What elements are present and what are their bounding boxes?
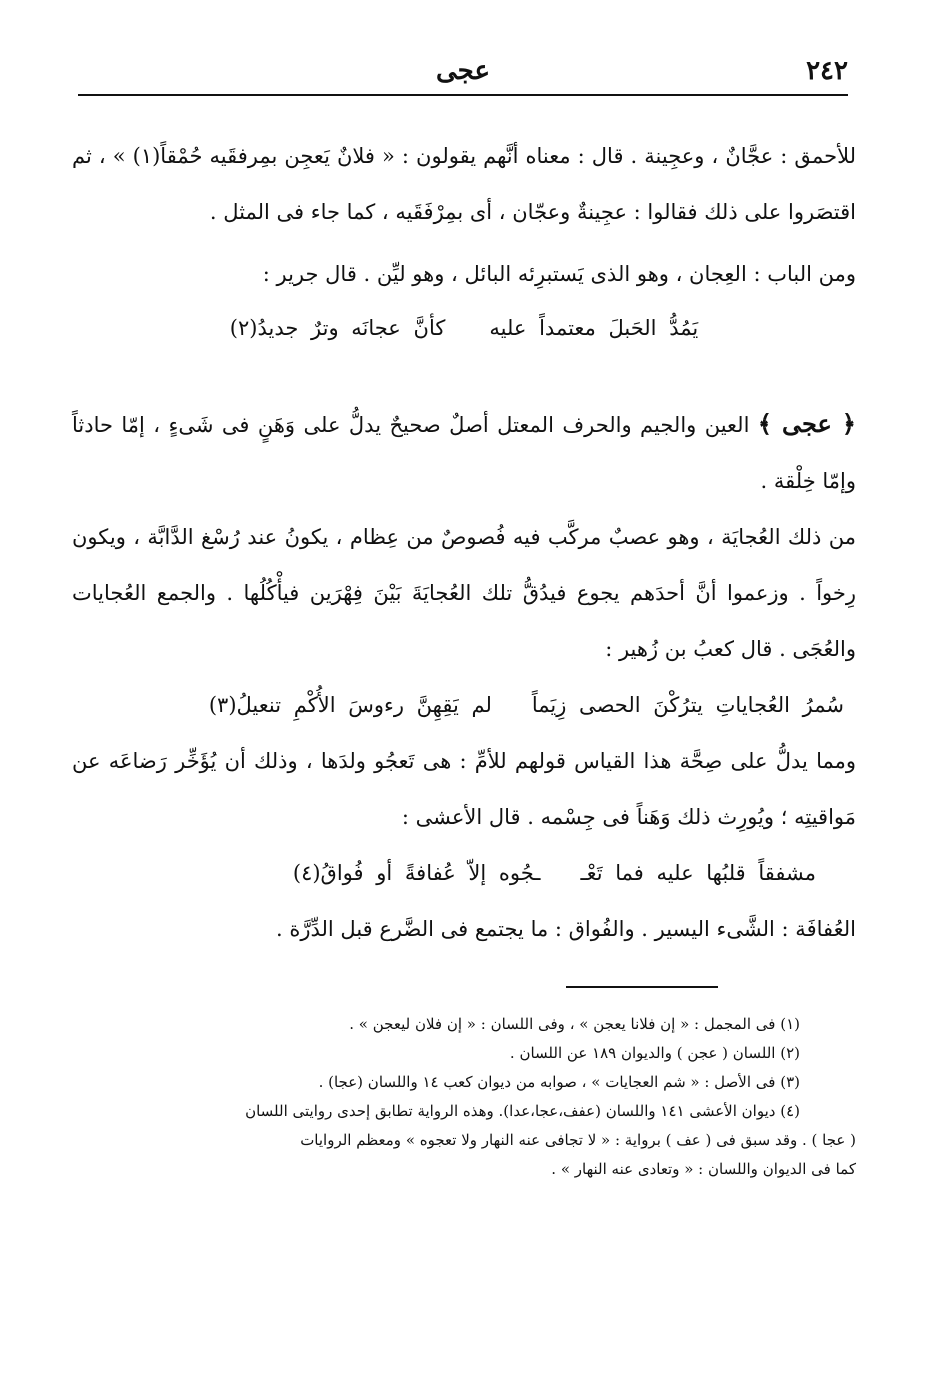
entry-heading: ﴿ عجى ﴾ [757,409,856,438]
footnote-rule [566,986,718,988]
page-header [78,52,848,92]
verse-kaab [72,677,856,733]
paragraph-6: العُفافَة : الشَّىء اليسير . والفُواق : ما يجتمع فى الضَّرع قبل الدِّرَّة . [276,917,856,941]
verse-jarir [72,302,856,354]
paragraph-5: ومما يدلُّ على صِحَّة هذا القياس قولهم للأمِّ : هى تَعجُو ولدَها ، وذلك أن يُؤَخِّر رَضاعَه عن مَواقيتِه ؛ ويُورِث ذلك وَهَناً فى جِسْمه . قال الأعشى : [72,749,856,829]
entry-ajā [72,396,856,957]
footnotes [72,1010,856,1184]
footnote-3: (٣) فى الأصل : « شم العجايات » ، صوابه من ديوان كعب ١٤ واللسان (عجا) . [318,1073,800,1091]
verse-kaab-second-hemistich: لم يَقِهِنَّ رءوسَ الأُكْمِ تنعيلُ(٣) [208,693,492,717]
verse-kaab-first-hemistich: سُمرُ العُجاياتِ يترُكْنَ الحصى زِيَماً [531,693,844,717]
verse-jarir-second-hemistich: كأنَّ عجانَه وترٌ جديدُ(٢) [229,316,446,340]
header-rule [78,94,848,96]
verse-asha-second-hemistich: ـجُوه إلاّ عُفافةً أو فُواقُ(٤) [292,861,541,885]
footnote-4-continued-1: ( عجا ) . وقد سبق فى ( عف ) برواية : « لا تجافى عنه النهار ولا تعجوه » ومعظم الروايات [300,1131,856,1149]
footnote-1: (١) فى المجمل : « إن فلانا يعجن » ، وفى اللسان : « إن فلان ليعجن » . [349,1015,800,1033]
paragraph-2: ومن الباب : العِجان ، وهو الذى يَستبرِئه البائل ، وهو ليِّن . قال جرير : [262,262,856,286]
entry-definition [72,396,856,509]
footnote-4: (٤) ديوان الأعشى ١٤١ واللسان (عفف،عجا،عدا). وهذه الرواية تطابق إحدى روايتى اللسان [245,1102,800,1120]
verse-asha [72,845,856,901]
entry-definition-text: العين والجيم والحرف المعتل أصلٌ صحيحٌ يدلُّ على وَهَنٍ فى شَىءٍ ، إمّا حادثاً وإمّا خِلْقة . [72,413,856,493]
verse-asha-first-hemistich: مشفقاً قلبُها عليه فما تَعْـ [580,861,816,885]
verse-jarir-first-hemistich: يَمُدُّ الحَبلَ معتمداً عليه [489,316,699,340]
paragraph-1: للأحمق : عجَّانٌ ، وعجِينة . قال : معناه أنَّهم يقولون : « فلانٌ يَعجِن بمِرفقَيه حُمْقاً(١) » ، ثم اقتصَروا على ذلك فقالوا : عجِينةٌ وعجّان ، أى بمِرْفَقَيه ، كما جاء فى المثل . [72,144,856,224]
running-head: عجى [436,56,490,86]
footnote-2: (٢) اللسان ( عجن ) والديوان ١٨٩ عن اللسان . [509,1044,800,1062]
main-text [72,128,856,957]
footnote-4-continued-2: كما فى الديوان واللسان : « وتعادى عنه النهار » . [551,1160,856,1178]
page-number: ٢٤٢ [806,56,848,86]
paragraph-4: من ذلك العُجايَة ، وهو عصبٌ مركَّب فيه فُصوصٌ من عِظام ، يكونُ عند رُسْغ الدَّابَّة ، ويكون رِخواً . وزعموا أنَّ أحدَهم يجوع فيدُقُّ تلك العُجايَةَ بَيْنَ فِهْرَين فيأْكُلُها . والجمع العُجايات والعُجَى . قال كعبُ بن زُهير : [72,525,856,661]
